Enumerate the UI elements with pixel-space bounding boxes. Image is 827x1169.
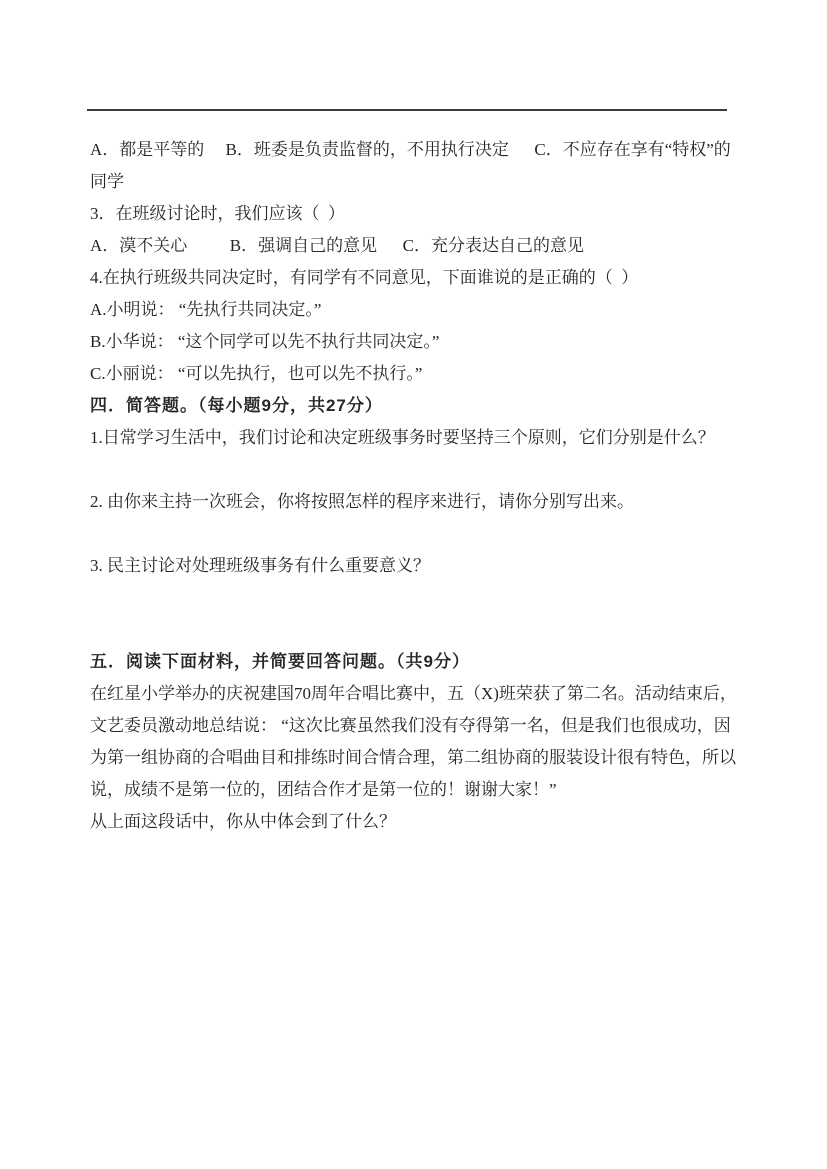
- section-5-question: 从上面这段话中，你从中体会到了什么？: [90, 812, 396, 831]
- question-2-options: A．都是平等的 B．班委是负责监督的，不用执行决定 C．不应存在享有“特权”的: [90, 140, 731, 159]
- header-divider-line: [87, 109, 727, 111]
- section-5-material-line-1: 在红星小学举办的庆祝建国70周年合唱比赛中，五（X)班荣获了第二名。活动结束后，: [90, 684, 737, 703]
- section-5-material-line-2: 文艺委员激动地总结说： “这次比赛虽然我们没有夺得第一名，但是我们也很成功，因: [90, 716, 731, 735]
- question-3: 3．在班级讨论时，我们应该（ ）: [90, 204, 345, 223]
- section-5-material-line-3: 为第一组协商的合唱曲目和排练时间合情合理，第二组协商的服装设计很有特色，所以: [90, 748, 736, 767]
- question-4-option-c: C.小丽说： “可以先执行，也可以先不执行。”: [90, 364, 423, 383]
- question-4: 4.在执行班级共同决定时，有同学有不同意见，下面谁说的是正确的（ ）: [90, 268, 639, 287]
- section-4-question-2: 2. 由你来主持一次班会，你将按照怎样的程序来进行，请你分别写出来。: [90, 492, 634, 511]
- section-4-heading: 四．简答题。（每小题9分，共27分）: [90, 396, 383, 415]
- question-4-option-b: B.小华说： “这个同学可以先不执行共同决定。”: [90, 332, 440, 351]
- exam-content: [90, 134, 780, 838]
- section-5-heading: 五．阅读下面材料，并简要回答问题。（共9分）: [90, 652, 470, 671]
- question-3-options: A．漠不关心 B．强调自己的意见 C．充分表达自己的意见: [90, 236, 584, 255]
- section-5-material-line-4: 说，成绩不是第一位的，团结合作才是第一位的！谢谢大家！”: [90, 780, 557, 799]
- section-4-question-1: 1.日常学习生活中，我们讨论和决定班级事务时要坚持三个原则，它们分别是什么？: [90, 428, 715, 447]
- question-2-options-continued: 同学: [90, 172, 124, 191]
- section-4-question-3: 3. 民主讨论对处理班级事务有什么重要意义？: [90, 556, 430, 575]
- question-4-option-a: A.小明说： “先执行共同决定。”: [90, 300, 322, 319]
